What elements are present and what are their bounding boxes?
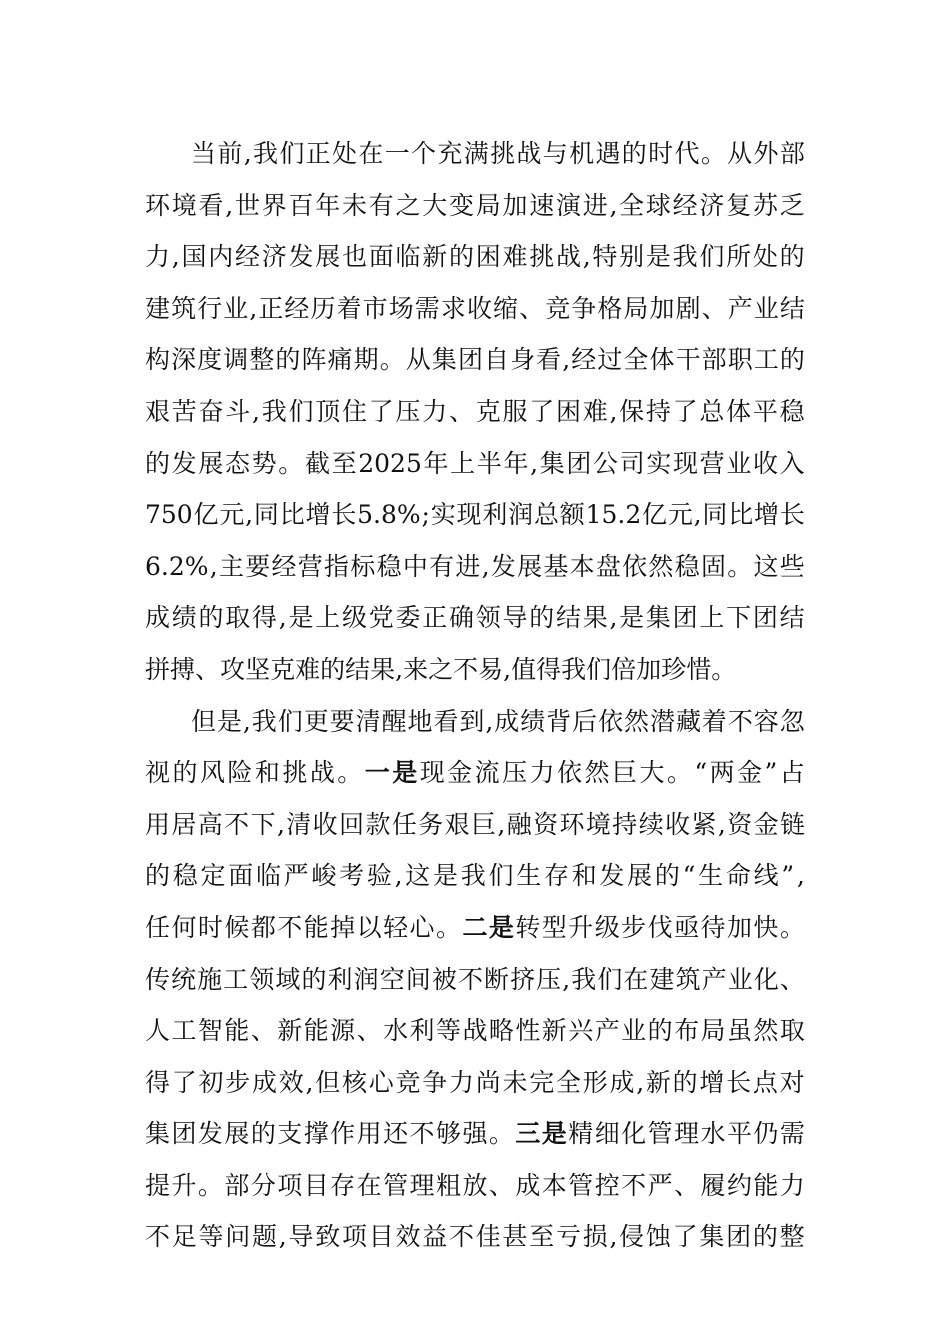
text-line: 传 统 施 工 领 域 的 利 润 空 间 被 不 断 挤 压 , 我 们 在 建 筑 产 业 化 、 [145, 964, 805, 994]
text-line: 视 的 风 险 和 挑 战 。 一 是 现 金 流 压 力 依 然 巨 大 。 “ 两 金 ” 占 [145, 758, 805, 788]
text-line: 力 , 国 内 经 济 发 展 也 面 临 新 的 困 难 挑 战 , 特 别 是 我 们 所 处 的 [145, 242, 805, 272]
body-text [145, 128, 805, 1263]
text-line: 提 升 。 部 分 项 目 存 在 管 理 粗 放 、 成 本 管 控 不 严 、 履 约 能 力 [145, 1170, 805, 1200]
text-line: 不 足 等 问 题 , 导 致 项 目 效 益 不 佳 甚 至 亏 损 , 侵 蚀 了 集 团 的 整 [145, 1222, 805, 1252]
text-line: 当 前 , 我 们 正 处 在 一 个 充 满 挑 战 与 机 遇 的 时 代 。 从 外 部 [191, 139, 805, 168]
paragraph [145, 696, 805, 1264]
text-line: 750 亿 元 , 同 比 增 长 5.8% ; 实 现 利 润 总 额 15.2 亿 元 , 同 比 增 长 [145, 500, 805, 530]
text-line: 的 稳 定 面 临 严 峻 考 验 , 这 是 我 们 生 存 和 发 展 的 “ 生 命 线 ” , [145, 861, 805, 891]
text-line: 但 是 , 我 们 更 要 清 醒 地 看 到 , 成 绩 背 后 依 然 潜 藏 着 不 容 忽 [191, 706, 805, 736]
text-line: 人 工 智 能 、 新 能 源 、 水 利 等 战 略 性 新 兴 产 业 的 布 局 虽 然 取 [145, 1016, 805, 1046]
text-line: 构 深 度 调 整 的 阵 痛 期 。 从 集 团 自 身 看 , 经 过 全 体 干 部 职 工 的 [145, 345, 805, 375]
text-line: 成 绩 的 取 得 , 是 上 级 党 委 正 确 领 导 的 结 果 , 是 集 团 上 下 团 结 [145, 603, 805, 633]
text-line: 6.2% , 主 要 经 营 指 标 稳 中 有 进 , 发 展 基 本 盘 依 然 稳 固 。 这 些 [145, 551, 805, 581]
text-line: 用 居 高 不 下 , 清 收 回 款 任 务 艰 巨 , 融 资 环 境 持 续 收 紧 , 资 金 链 [145, 809, 805, 839]
text-line: 环 境 看 , 世 界 百 年 未 有 之 大 变 局 加 速 演 进 , 全 球 经 济 复 苏 乏 [145, 190, 805, 220]
text-line: 拼 搏 、 攻 坚 克 难 的 结 果 , 来 之 不 易 , 值 得 我 们 倍 加 珍 惜 。 [145, 654, 737, 684]
text-line: 艰 苦 奋 斗 , 我 们 顶 住 了 压 力 、 克 服 了 困 难 , 保 持 了 总 体 平 稳 [145, 396, 805, 426]
text-line: 的 发 展 态 势 。 截 至 2025 年 上 半 年 , 集 团 公 司 实 现 营 业 收 入 [145, 448, 805, 478]
text-line: 得 了 初 步 成 效 , 但 核 心 竞 争 力 尚 未 完 全 形 成 , 新 的 增 长 点 对 [145, 1067, 805, 1097]
text-line: 建 筑 行 业 , 正 经 历 着 市 场 需 求 收 缩 、 竞 争 格 局 加 剧 、 产 业 结 [145, 293, 805, 323]
text-line: 集 团 发 展 的 支 撑 作 用 还 不 够 强 。 三 是 精 细 化 管 理 水 平 仍 需 [145, 1119, 805, 1149]
text-line: 任 何 时 候 都 不 能 掉 以 轻 心 。 二 是 转 型 升 级 步 伐 亟 待 加 快 。 [145, 912, 805, 942]
paragraph [145, 128, 805, 696]
